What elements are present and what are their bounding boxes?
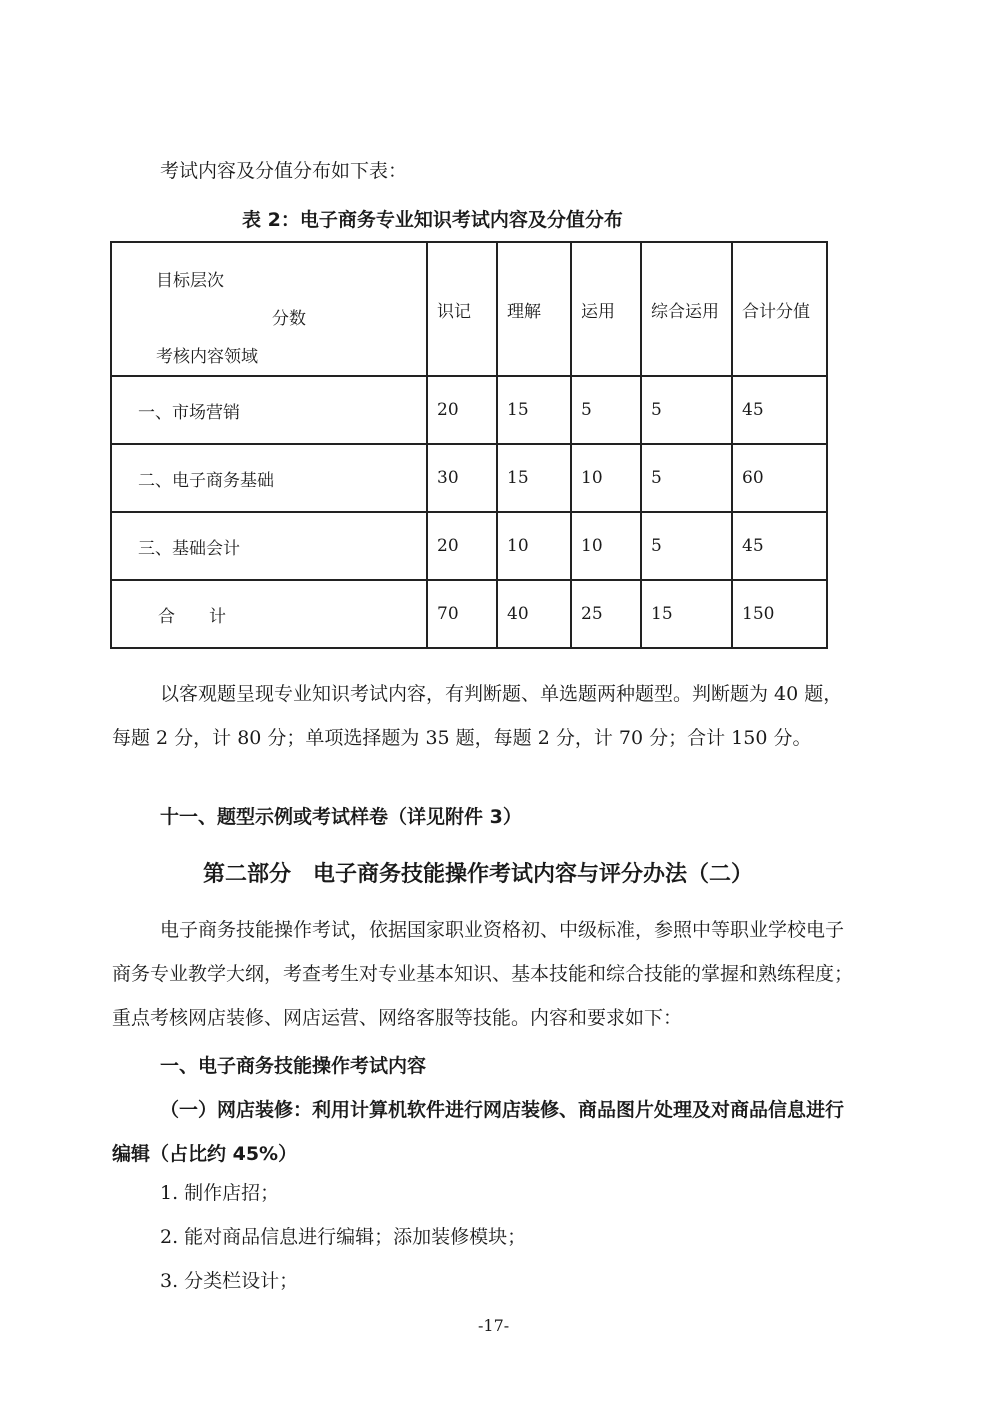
paragraph-line: 以客观题呈现专业知识考试内容，有判断题、单选题两种题型。判断题为 40 题， [160,683,843,705]
row-cell: 20 [427,512,497,580]
paragraph-line: 电子商务技能操作考试，依据国家职业资格初、中级标准，参照中等职业学校电子 [160,919,845,941]
table-header-row [111,242,827,376]
header-score-label: 分数 [272,309,306,329]
list-item: 1. 制作店招； [160,1182,280,1204]
list-item: 3. 分类栏设计； [160,1270,299,1292]
paragraph-line: 重点考核网店装修、网店运营、网络客服等技能。内容和要求如下： [112,1007,683,1029]
header-col-2: 运用 [571,242,641,376]
intro-text: 考试内容及分值分布如下表： [160,160,408,182]
row-label: 二、电子商务基础 [111,444,427,512]
total-label: 合 计 [111,580,427,648]
row-cell: 30 [427,444,497,512]
row-label: 三、基础会计 [111,512,427,580]
table-row [111,444,827,512]
row-cell: 5 [641,512,732,580]
total-cell: 15 [641,580,732,648]
header-diagonal-cell [111,242,427,376]
row-cell: 10 [497,512,571,580]
list-item: 2. 能对商品信息进行编辑；添加装修模块； [160,1226,527,1248]
table-caption: 表 2：电子商务专业知识考试内容及分值分布 [242,209,623,231]
row-cell: 5 [571,376,641,444]
score-distribution-table [110,241,828,649]
row-cell: 60 [732,444,827,512]
total-cell: 150 [732,580,827,648]
paragraph-line: 商务专业教学大纲，考查考生对专业基本知识、基本技能和综合技能的掌握和熟练程度； [112,963,854,985]
row-cell: 15 [497,376,571,444]
table-row [111,376,827,444]
page-number: -17- [478,1316,510,1335]
row-cell: 45 [732,376,827,444]
paragraph-line: 每题 2 分，计 80 分；单项选择题为 35 题，每题 2 分，计 70 分；合计 150 分。 [112,727,812,749]
row-cell: 10 [571,444,641,512]
header-col-0: 识记 [427,242,497,376]
row-cell: 15 [497,444,571,512]
part-two-title: 第二部分 电子商务技能操作考试内容与评分办法（二） [203,862,754,887]
section-heading-11: 十一、题型示例或考试样卷（详见附件 3） [160,806,522,828]
row-cell: 10 [571,512,641,580]
table-row [111,512,827,580]
content-heading: 一、电子商务技能操作考试内容 [160,1055,427,1077]
row-cell: 5 [641,376,732,444]
total-cell: 25 [571,580,641,648]
header-level-label: 目标层次 [156,271,224,291]
header-col-3: 综合运用 [641,242,732,376]
total-cell: 40 [497,580,571,648]
row-cell: 5 [641,444,732,512]
row-cell: 45 [732,512,827,580]
row-label: 一、市场营销 [111,376,427,444]
header-col-4: 合计分值 [732,242,827,376]
total-cell: 70 [427,580,497,648]
header-domain-label: 考核内容领域 [156,347,258,367]
row-cell: 20 [427,376,497,444]
header-col-1: 理解 [497,242,571,376]
subsection-heading: （一）网店装修：利用计算机软件进行网店装修、商品图片处理及对商品信息进行 [160,1099,845,1121]
subsection-heading-cont: 编辑（占比约 45%） [112,1143,298,1165]
table-total-row [111,580,827,648]
